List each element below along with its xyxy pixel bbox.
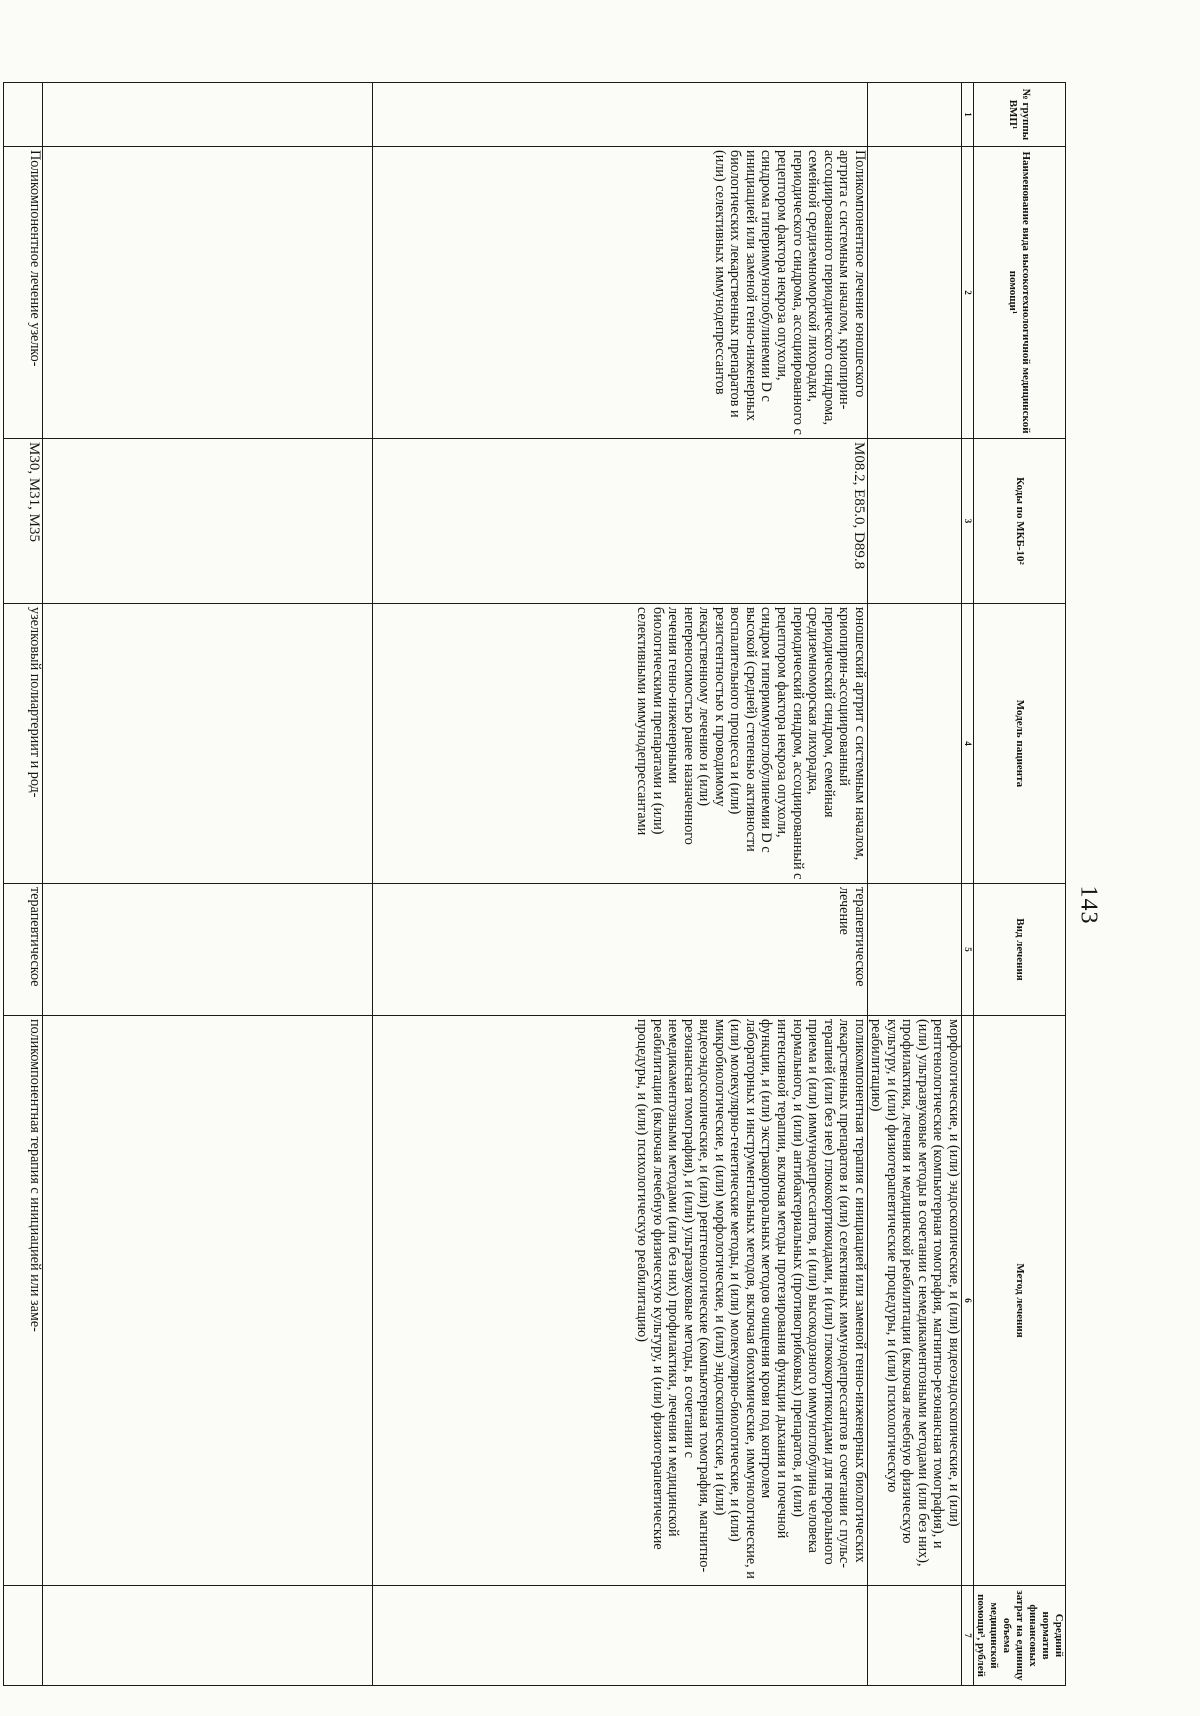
continuation-method-cell: морфологические, и (или) эндоскопические, и (или) видеоэндоскопические, и (или) рентгенологические (компьютерная томография, магнитно-резонансная томография), и (или) ультразвуковые методы в сочетании с немедикаментозными методами (или без них), профилактики, лечения и медицинской реабилитации (включая лечебную физическую культуру, и (или) физиотерапевтические процедуры, и (или) психологическую реабилитацию) (867, 1016, 961, 1586)
column-number: 1 (962, 83, 974, 147)
continuation-row (867, 83, 961, 1686)
rotated-table-container (25, 82, 1066, 1685)
header-group-number: № группы ВМП¹ (974, 83, 1066, 147)
pan-treatment-type-cell: терапевтическое (3, 884, 42, 1016)
header-icd-codes: Коды по МКБ-10² (974, 439, 1066, 604)
vmp-table (3, 82, 1066, 1686)
header-treatment-type: Вид лечения (974, 884, 1066, 1016)
header-row (974, 83, 1066, 1686)
pan-method-cell: поликомпонентная терапия с инициацией или заме- (3, 1016, 42, 1586)
jia-codes-cell: M08.2, E85.0, D89.8 (372, 439, 867, 604)
jia-name-cell: Поликомпонентное лечение юношеского артрита с системным началом, криопирин-ассоциированного периодического синдрома, семейной средиземноморской лихорадки, периодического синдрома, ассоциированного с рецептором фактора некроза опухоли, синдрома гипериммуноглобулинемии D с инициацией или заменой генно-инженерных биологических лекарственных препаратов и (или) селективных иммунодепрессантов (372, 147, 867, 439)
column-number: 5 (962, 884, 974, 1016)
pan-codes-cell: M30, M31, M35 (3, 439, 42, 604)
column-number: 4 (962, 604, 974, 884)
header-care-type: Наименование вида высокотехнологичной медицинской помощи¹ (974, 147, 1066, 439)
header-cost-standard: Средний норматив финансовых затрат на единицу объема медицинской помощи³, рублей (974, 1586, 1066, 1686)
page-number: 143 (1075, 885, 1102, 925)
table-row-polyarteritis (3, 83, 42, 1686)
column-number: 2 (962, 147, 974, 439)
table-row-jia (372, 83, 867, 1686)
column-number: 3 (962, 439, 974, 604)
jia-treatment-type-cell: терапевтическое лечение (372, 884, 867, 1016)
jia-method-cell: поликомпонентная терапия с инициацией или заменой генно-инженерных биологических лекарственных препаратов и (или) селективных иммунодепрессантов в сочетании с пульс-терапией (или без нее) глюкокортикоидами, и (или) глюкокортикоидами для перорального приема и (или) иммунодепрессантов, и (или) высокодозного иммуноглобулина человека нормального, и (или) антибактериальных (противогрибковых) препаратов, и (или) интенсивной терапии, включая методы протезирования функции дыхания и почечной функции, и (или) экстракорпоральных методов очищения крови под контролем лабораторных и инструментальных методов, включая биохимические, иммунологические, и (или) молекулярно-генетические методы, и (или) молекулярно-биологические, и (или) микробиологические, и (или) морфологические, и (или) эндоскопические, и (или) видеоэндоскопические, и (или) рентгенологические (компьютерная томография, магнитно-резонансная томография), и (или) ультразвуковые методы, в сочетании с немедикаментозными методами (или без них) профилактики, лечения и медицинской реабилитации (включая лечебную физическую культуру, и (или) физиотерапевтические процедуры, и (или) психологическую реабилитацию) (372, 1016, 867, 1586)
column-number: 7 (962, 1586, 974, 1686)
jia-patient-model-cell: юношеский артрит с системным началом, криопирин-ассоциированный периодический синдром, семейная средиземноморская лихорадка, периодический синдром, ассоциированный с рецептором фактора некроза опухоли, синдром гипериммуноглобулинемии D с высокой (средней) степенью активности воспалительного процесса и (или) резистентностью к проводимому лекарственному лечению и (или) непереносимостью ранее назначенного лечения генно-инженерными биологическими препаратами и (или) селективными иммунодепрессантами (372, 604, 867, 884)
header-patient-model: Модель пациента (974, 604, 1066, 884)
pan-name-cell: Поликомпонентное лечение узелко- (3, 147, 42, 439)
pan-patient-model-cell: узелковый полиартериит и род- (3, 604, 42, 884)
column-number-row (962, 83, 974, 1686)
table-row-empty (42, 83, 372, 1686)
column-number: 6 (962, 1016, 974, 1586)
header-treatment-method: Метод лечения (974, 1016, 1066, 1586)
